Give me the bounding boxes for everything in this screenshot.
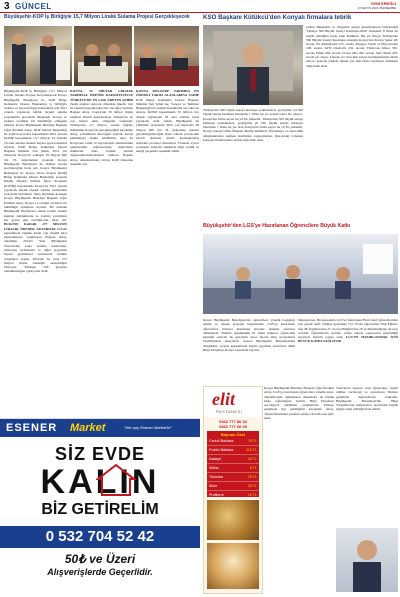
elit-logo-block (204, 387, 262, 417)
elit-menu-row (207, 482, 259, 491)
elit-menu-price: 70 TL (247, 439, 257, 443)
elit-phone-1: 0332 777 80 34 (219, 419, 247, 424)
lgs-body-3: Konya Büyükşehir Belediye Başkanı Uğur İbrahim Altay, LGS'ye hazırlanan öğrencilere yönelik sınav dönemlerinde düzenlenen denemeler ile büyük katkı sağlandığını belirtti. Bilgi Yarışması aracılığıyla yürütülen çalışmaların Türkiye genelinde ilgi gördüğünü kaydeden Altay, 'Öğrencilerimizin yanında olmaya devam edeceğiz' dedi. (264, 386, 334, 421)
left-body-3: KOSİP kapsamında bugüne kadar çok önemli işler başardıklarını vurgulayan Başkan Altay, 'Özellikle 2014'te Yeni Büyükşehir Yasası'ndan sonra sulama tesislerinin, içmesuyu tesislerinin ve diğer projelerin hayata geçirilmesi noktasında birlikte çalışmalar yaptık. 2014'ten bu yana 277 milyon liralık ödeneğin aktarıldığını biliyoruz. Yaklaşık 330 projenin tamamlandığını görüyoruz' dedi. (4, 226, 67, 274)
right-headline: KSO Başkanı Kütükcü'den Konyalı firmalara tebrik (203, 14, 352, 21)
photo-meeting (134, 26, 199, 86)
esener-phone: 0 532 704 52 42 (0, 526, 200, 548)
elit-menu (207, 431, 259, 497)
paper-name: YENİ EREĞLİ (370, 1, 396, 6)
left-body-1: Büyükşehir-KOP İş Birliğiyle 15,7 Milyon Liralık Sulama Projesi Gerçekleşecek Konya Büyükşehir Belediyesi ile KOP Bölge Kalkınma İdaresi Başkanlığı iş birliğiyle tarımın ve hayvancılığın kalkınması için 2021 yılında yapılacak küçük ölçekli sulama projelerinin protokolü imzalandı. Konya ve tarımın ayrılmaz bir bütünlüğü olduğunu belirten Konya Büyükşehir Belediye Başkanı Uğur İbrahim Altay, KOP İdaresi Başkanlığı ile yapılan protokol kapsamında 2021 yılında KOSİP kapsamında 15,7 milyon TL bedelle 16 adet sulama tesisini hayata geçireceklerini söyledi. KOP Bölge Kalkınma İdaresi Başkanı Mehmet Sait Şahin, 2021 yılı itibarıyla Konya'da yaklaşık 38 milyon 600 bin TL değerindeki projenin Konya Büyükşehir Belediyesi ile birlikte hayata geçirileceğini ifade etti. (4, 89, 67, 171)
esener-brand: ESENER (6, 422, 58, 434)
elit-menu-price: 10 TL (247, 493, 257, 497)
photo-officials-icon (4, 26, 72, 86)
left-headline: Büyükşehir-KOP İş Birliğiyle 15,7 Milyon Liralık Sulama Projesi Gerçekleşecek (4, 14, 190, 20)
elit-sub: PASTANESİ (216, 409, 243, 414)
header-rule (0, 12, 400, 13)
left-body-5: Kırsal kalkınmaya ilişkin sürdürülen işler ile Konya'nın tarım ve hayvancılık alanlarındaki gelişmesinin sağlanacağını, üreticilerin ürünlerini daha verimli şekilde değerlendirebileceklerini belirten Başkan Altay, desteklerinden dolayı KOP İdaresine teşekkür etti. (70, 131, 133, 167)
elit-menu-price: 110 TL (246, 448, 257, 452)
right-body-3: yılının ülkemizin ve bölgemiz sanayi kuruluşlarının belirlendiği 'Türkiye 500 Büyük Sanayi Kuruluşu-2020' listesinde 8 firma ile temsil edildiğini ifade eden Kütükcü, 'Bu yıl listeye Türkiye'nin 500 Büyük Sanayi Kuruluşu arasında Konya'dan Konya Şeker 48. sırada, Eti Alüminyum 155. sırada, Panagro Tarım ve Hayvancılık 160. sırada, AYD Otomotiv 232. sırada, Türkoven Motor 381. sırada, Emka 404. sırada, Cıvata Olla 465. sırada, Safa Tarım 476. sırada yer alıyor. Listede yer alan tüm sanayi kuruluşlarımızı tebrik ediyor, gelecek yıllarda listede yer alan firma sayımızın artmasını diliyorum' dedi. (306, 25, 398, 68)
lgs-body-1: Konya Büyükşehir Belediyesi'nin öğrencilere yönelik başlattığı eğitim ve destek projeleri kapsamında, LGS'ye hazırlanan öğrencilere internet üzerinden ücretsiz deneme sınavları düzenlendi. Türkiye genelindeki 81 ilden binlerce öğrencinin katıldığı sınavlar ile gençlerin sınav öncesi bilgi seviyelerini ölçebilmeleri amaçlandı. Konya Büyükşehir Belediyesi'nin 'KüçükKız' projesi kapsamında hayata geçirilen sınavların tümü Bilgi Yarışması Konya Lisesi'nde yapıldı. (203, 318, 295, 353)
left-article-col-3 (136, 89, 199, 416)
elit-menu-row (207, 446, 259, 455)
photo-signing (74, 26, 132, 86)
photo-kutukcu (203, 25, 303, 105)
elit-menu-row (207, 464, 259, 473)
issue-date: 27 MAYIS 2021 PERŞEMBE (357, 6, 396, 10)
left-article-col-1 (4, 89, 67, 416)
left-article-col-2 (70, 89, 133, 416)
lgs-col-1 (203, 318, 295, 384)
right-article-col-1 (203, 108, 303, 220)
elit-menu-price: 30 TL (247, 484, 257, 488)
esener-offer-2: Alışverişlerde Geçerlidir. (47, 567, 153, 577)
lgs-subhead: LGS'YE HAZIRLANMAK İÇİN BÜYÜK KATKI SAĞLIYOR (298, 335, 398, 344)
elit-menu-item: Kadayıf (209, 457, 222, 461)
elit-menu-row (207, 437, 259, 446)
elit-menu-price: 8 TL (249, 466, 257, 470)
photo-classroom (203, 234, 398, 314)
house-icon (96, 463, 136, 497)
photo-desserts (207, 543, 259, 589)
photo-meeting-icon (134, 26, 199, 86)
right-body-1: Türkiye'nin 500 büyük sanayi kuruluşu açıklanırken, geçtiğimiz yıl 500 büyük sanayi kuruluşu listesinde 7 firma bir yıl aradan sonra 8'e çıkıyor. Konya'nın firma sayısı bu yıl 8'e yükseldi. (203, 108, 303, 121)
elit-menu-title: Bayram Özel (220, 432, 246, 437)
elit-menu-row (207, 491, 259, 500)
esener-offer: 50₺ ve Üzeri (64, 552, 136, 566)
elit-menu-list (207, 437, 259, 500)
esener-line3: BİZ GETİRELİM (41, 501, 159, 518)
right-body-2: Türkiye'nin 500 büyük sanayi kuruluşu açıklanırken, geçtiğimiz yıl 500 büyük sanayi kuruluşu listesinde 7 firma ile yer alan Konya'nın firma sayısı bu yıl 8'e yükseldi. Konya Sanayi Odası Başkanı Memiş Kütükcü, 'Pandemiye ve ekonomik dalgalanmalara rağmen üretimden vazgeçmeyen, ihracattaki ivmesini koruyan firmalarımızı tebrik ediyorum' dedi. (203, 116, 303, 143)
elit-menu-item: Ekler (209, 484, 218, 488)
page-header (0, 0, 400, 12)
photo-signing-icon (74, 26, 132, 86)
lgs-col-4 (336, 386, 398, 526)
photo-baklava (207, 500, 259, 540)
esener-line2: KALIN (40, 463, 160, 501)
right-article-col-2 (306, 25, 398, 220)
left-body-6: KOP Bölge Kalkınma İdaresi Başkanı Mehmet Sait Şahin ise, 'Seneye ve Temmuz Başkanlığı'nın önemli desteklerini arz eden bu süreçte KOSİP kapsamında 33 milyon lira destek sağlanarak 18 adet sulama tesisi yapılacak' dedi. Şahin, Büyükşehir ile yürütülen projelerde 2021 yılı itibarıyla 38 milyon 600 bin TL değerinde yatırım gerçekleştirileceğini ifade ederek protokolün hayırlı olmasını diledi. (136, 97, 199, 141)
elit-menu-item: Cevizli Baklava (209, 439, 234, 443)
left-subhead-1: BUGÜNE KADAR 277 MİLYON LİRALIK ÖDENEK AKTARILDI (4, 222, 67, 231)
page-number: 3 (4, 1, 10, 12)
masthead (358, 1, 396, 10)
left-body-2: Konya Büyükşehir Belediyesi ile Konya Ovası Projesi (KOP) Bölge Kalkınma İdaresi Başkanlığı arasında Küçük Ölçekli Sulama İşleri Programı (KOSİP) kapsamında Konya'da 2021 yılında yapılacak küçük ölçekli sulama tesislerinin protokolü imzalandı. İmza töreninde konuşan Konya Büyükşehir Belediye Başkanı Uğur İbrahim Altay, Konya ve tarımın ayrılmaz bir bütünlüğü olduğunu söyledi. Bu nedenle Büyükşehir Belediyesi olarak tarıma önemli katkılar sunduklarını ve yapılan yatırımları her geçen gün artırdıklarını ifade etti. (4, 166, 67, 222)
elit-menu-item: Profiterol (209, 493, 224, 497)
photo-kutukcu-icon (203, 25, 303, 105)
elit-menu-item: Fıstıklı Baklava (209, 448, 234, 452)
elit-menu-row (207, 473, 259, 482)
elit-phone-2: 0532 777 66 25 (219, 424, 247, 429)
ad-esener (0, 418, 200, 595)
elit-menu-price: 25 TL (247, 475, 257, 479)
photo-officials (4, 26, 72, 86)
esener-line1: SİZ EVDE (54, 444, 146, 464)
esener-brand-suffix: Market (70, 422, 106, 434)
section-title: GÜNCEL (15, 2, 52, 11)
left-subhead-2: KONYA, 33 MİLYAR LİRALIK TARIMSAL ÜRETİM KAPASİTESİYLE TÜRKİYE'DE EN ÇOK ÜRETEN ŞEHİR (70, 89, 133, 102)
elit-menu-item: Sütlaç (209, 466, 219, 470)
elit-menu-row (207, 455, 259, 464)
lgs-body-4: Sınavlarda başarılı olan öğrencilere çeşitli ödüller verileceği ve sonuçların Türkiye genelinde duyurulacağı açıklandı. Büyükşehir Belediyesi'nin Bilgi Yarışması'nın katılımcılar tarafından büyük ilgiyle takip edildiği ifade edildi. (336, 386, 398, 412)
elit-name: elit (212, 389, 235, 409)
lgs-col-2 (298, 318, 398, 384)
elit-menu-item: Tulumba (209, 475, 223, 479)
left-body-4: Tarım alanları gelecek dönemde ülkeler için en önemli kaynaklardan biri olacağını belirten Başkan Altay, Konya'nın 33 milyar liralık tarımsal üretim kapasitesiyle Türkiye'de en çok üreten şehir olduğunu vurguladı. Türkiye'nin 2,5 milyon tonluk buğday üretiminin Konya'da gerçekleştiğini kaydeden Altay, yatırımların süreceğini söyledi. (70, 101, 133, 136)
photo-student-icon (336, 528, 398, 592)
photo-student (336, 528, 398, 592)
photo-classroom-icon (203, 234, 398, 314)
lgs-col-3 (264, 386, 334, 592)
lgs-body-2: bulunuyoruz. Bu kapsamda LGS'ye hazırlanan 8'inci sınıf öğrencilerimiz için yaptık' dedi. Türkiye genelinde 7'ye 70 bin öğrenciden Türk Eğitim-Sen 28, İngilizce'den 27, Sosyal Bilgiler'den 26 ve Matematik'ten 20 soru soruldu. Öğrencilerin soruları çözüp anında sonuçlarını görebildiği sınavlara katılım yoğun oldu. (298, 318, 398, 340)
left-body-7: Konuşmaların ardından protokol imzalandı. Törende ayrıca projelerin detayları hakkında bilgi verildi ve emeği geçenlere teşekkür edildi. (136, 136, 199, 154)
left-subhead-3: KONYA BÖLGEDE TARIMDA EN ÖNEMLİ TARIM ALANLARINA SAHİP (136, 89, 199, 98)
lgs-headline: Büyükşehir'den LGS'ye Hazırlanan Öğrencilere Büyük Katkı (203, 223, 351, 229)
elit-menu-price: 40 TL (247, 457, 257, 461)
esener-slogan: "Her şey Esener Market'te" (124, 425, 172, 430)
ad-esener-header (0, 419, 200, 437)
ad-elit (203, 386, 263, 594)
